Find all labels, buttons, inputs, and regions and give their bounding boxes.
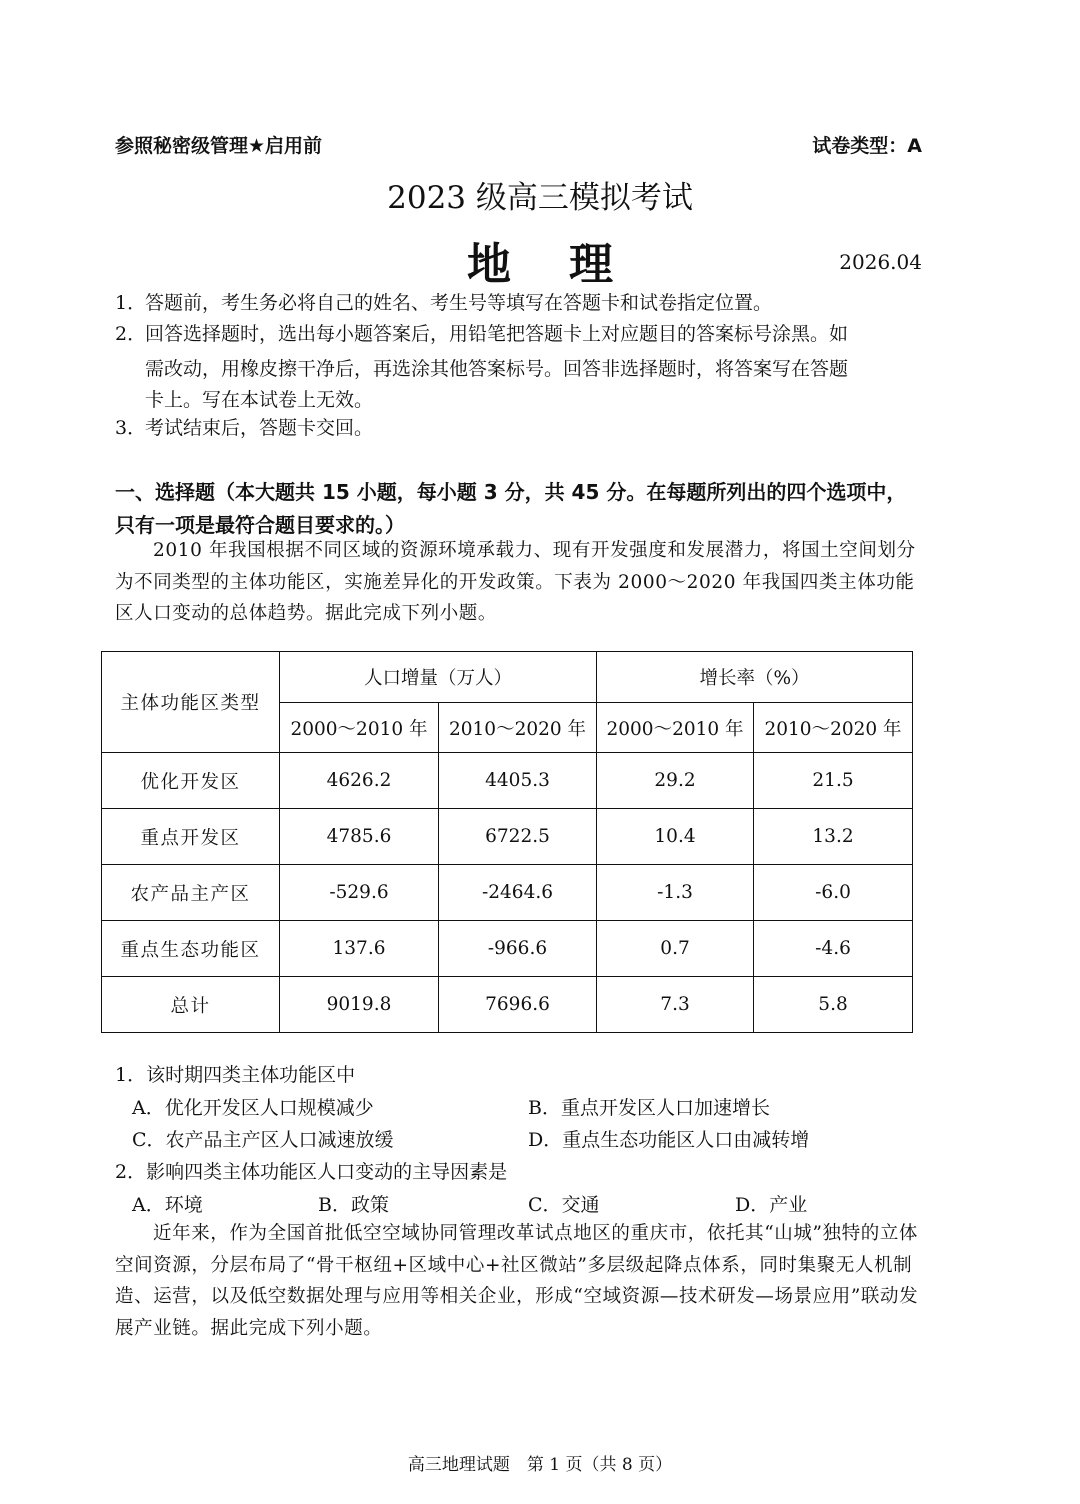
- instruction-2-line-3: 卡上。写在本试卷上无效。: [145, 389, 374, 411]
- table-group-header: 增长率（%）: [597, 652, 913, 703]
- table-cell: 0.7: [597, 921, 754, 977]
- table-cell: 21.5: [754, 753, 913, 809]
- table-cell: -966.6: [439, 921, 597, 977]
- table-cell: 5.8: [754, 977, 913, 1033]
- question-2-option-b: B．政策: [318, 1194, 389, 1216]
- table-period-header: 2010～2020 年: [754, 703, 913, 753]
- instruction-1: 1．答题前，考生务必将自己的姓名、考生号等填写在答题卡和试卷指定位置。: [115, 292, 773, 314]
- row-label: 总计: [102, 977, 280, 1033]
- instruction-3: 3．考试结束后，答题卡交回。: [115, 417, 374, 439]
- table-cell: -2464.6: [439, 865, 597, 921]
- table-cell: 13.2: [754, 809, 913, 865]
- table-period-header: 2010～2020 年: [439, 703, 597, 753]
- table-cell: 137.6: [280, 921, 439, 977]
- table-row: [102, 753, 913, 809]
- question-1-option-b: B．重点开发区人口加速增长: [528, 1097, 770, 1119]
- table-cell: 4785.6: [280, 809, 439, 865]
- question-1-option-c: C．农产品主产区人口减速放缓: [132, 1129, 394, 1151]
- question-1-option-d: D．重点生态功能区人口由减转增: [528, 1129, 810, 1151]
- row-label: 重点生态功能区: [102, 921, 280, 977]
- table-cell: 29.2: [597, 753, 754, 809]
- question-2-option-d: D．产业: [735, 1194, 808, 1216]
- table-row: [102, 865, 913, 921]
- table-period-header: 2000～2010 年: [597, 703, 754, 753]
- table-cell: 6722.5: [439, 809, 597, 865]
- section-heading: 一、选择题（本大题共 15 小题，每小题 3 分，共 45 分。在每题所列出的四个选项中，只有一项是最符合题目要求的。）: [115, 480, 907, 537]
- table-cell: -6.0: [754, 865, 913, 921]
- instruction-2: 2．回答选择题时，选出每小题答案后，用铅笔把答题卡上对应题目的答案标号涂黑。如: [115, 323, 849, 345]
- exam-date: 2026.04: [839, 250, 922, 274]
- table-cell: -4.6: [754, 921, 913, 977]
- table-cell: 9019.8: [280, 977, 439, 1033]
- table-row: [102, 809, 913, 865]
- table-cell: -529.6: [280, 865, 439, 921]
- table-row: [102, 921, 913, 977]
- question-2-option-c: C．交通: [528, 1194, 600, 1216]
- table-cell: 4405.3: [439, 753, 597, 809]
- passage-2: 近年来，作为全国首批低空空域协同管理改革试点地区的重庆市，依托其“山城”独特的立体空间资源，分层布局了“骨干枢纽+区域中心+社区微站”多层级起降点体系，同时集聚无人机制造、运营，以及低空数据处理与应用等相关企业，形成“空域资源—技术研发—场景应用”联动发展产业链。据此完成下列小题。: [115, 1223, 919, 1339]
- table-period-header: 2000～2010 年: [280, 703, 439, 753]
- table-group-header: 人口增量（万人）: [280, 652, 597, 703]
- question-1-stem: 1．该时期四类主体功能区中: [115, 1064, 356, 1086]
- page-footer: 高三地理试题 第 1 页（共 8 页）: [407, 1455, 673, 1475]
- question-2-option-a: A．环境: [132, 1194, 203, 1216]
- confidentiality-label: 参照秘密级管理★启用前: [115, 135, 323, 157]
- passage-1: 2010 年我国根据不同区域的资源环境承载力、现有开发强度和发展潜力，将国土空间划分为不同类型的主体功能区，实施差异化的开发政策。下表为 2000～2020 年我国四类主体功能区人口变动的总体趋势。据此完成下列小题。: [115, 540, 916, 624]
- table-cell: -1.3: [597, 865, 754, 921]
- table-cell: 4626.2: [280, 753, 439, 809]
- subject-title: 地理: [467, 239, 671, 290]
- question-1-option-a: A．优化开发区人口规模减少: [132, 1097, 374, 1119]
- table-row: [102, 977, 913, 1033]
- population-table: [101, 651, 913, 1033]
- instruction-2-line-2: 需改动，用橡皮擦干净后，再选涂其他答案标号。回答非选择题时，将答案写在答题: [145, 358, 849, 380]
- row-label: 优化开发区: [102, 753, 280, 809]
- question-2-stem: 2．影响四类主体功能区人口变动的主导因素是: [115, 1161, 508, 1183]
- table-cell: 10.4: [597, 809, 754, 865]
- table-cell: 7696.6: [439, 977, 597, 1033]
- paper-type-label: 试卷类型：A: [812, 135, 922, 157]
- exam-title: 2023 级高三模拟考试: [387, 180, 693, 216]
- table-cell: 7.3: [597, 977, 754, 1033]
- row-label: 农产品主产区: [102, 865, 280, 921]
- table-row-header: 主体功能区类型: [102, 652, 280, 753]
- row-label: 重点开发区: [102, 809, 280, 865]
